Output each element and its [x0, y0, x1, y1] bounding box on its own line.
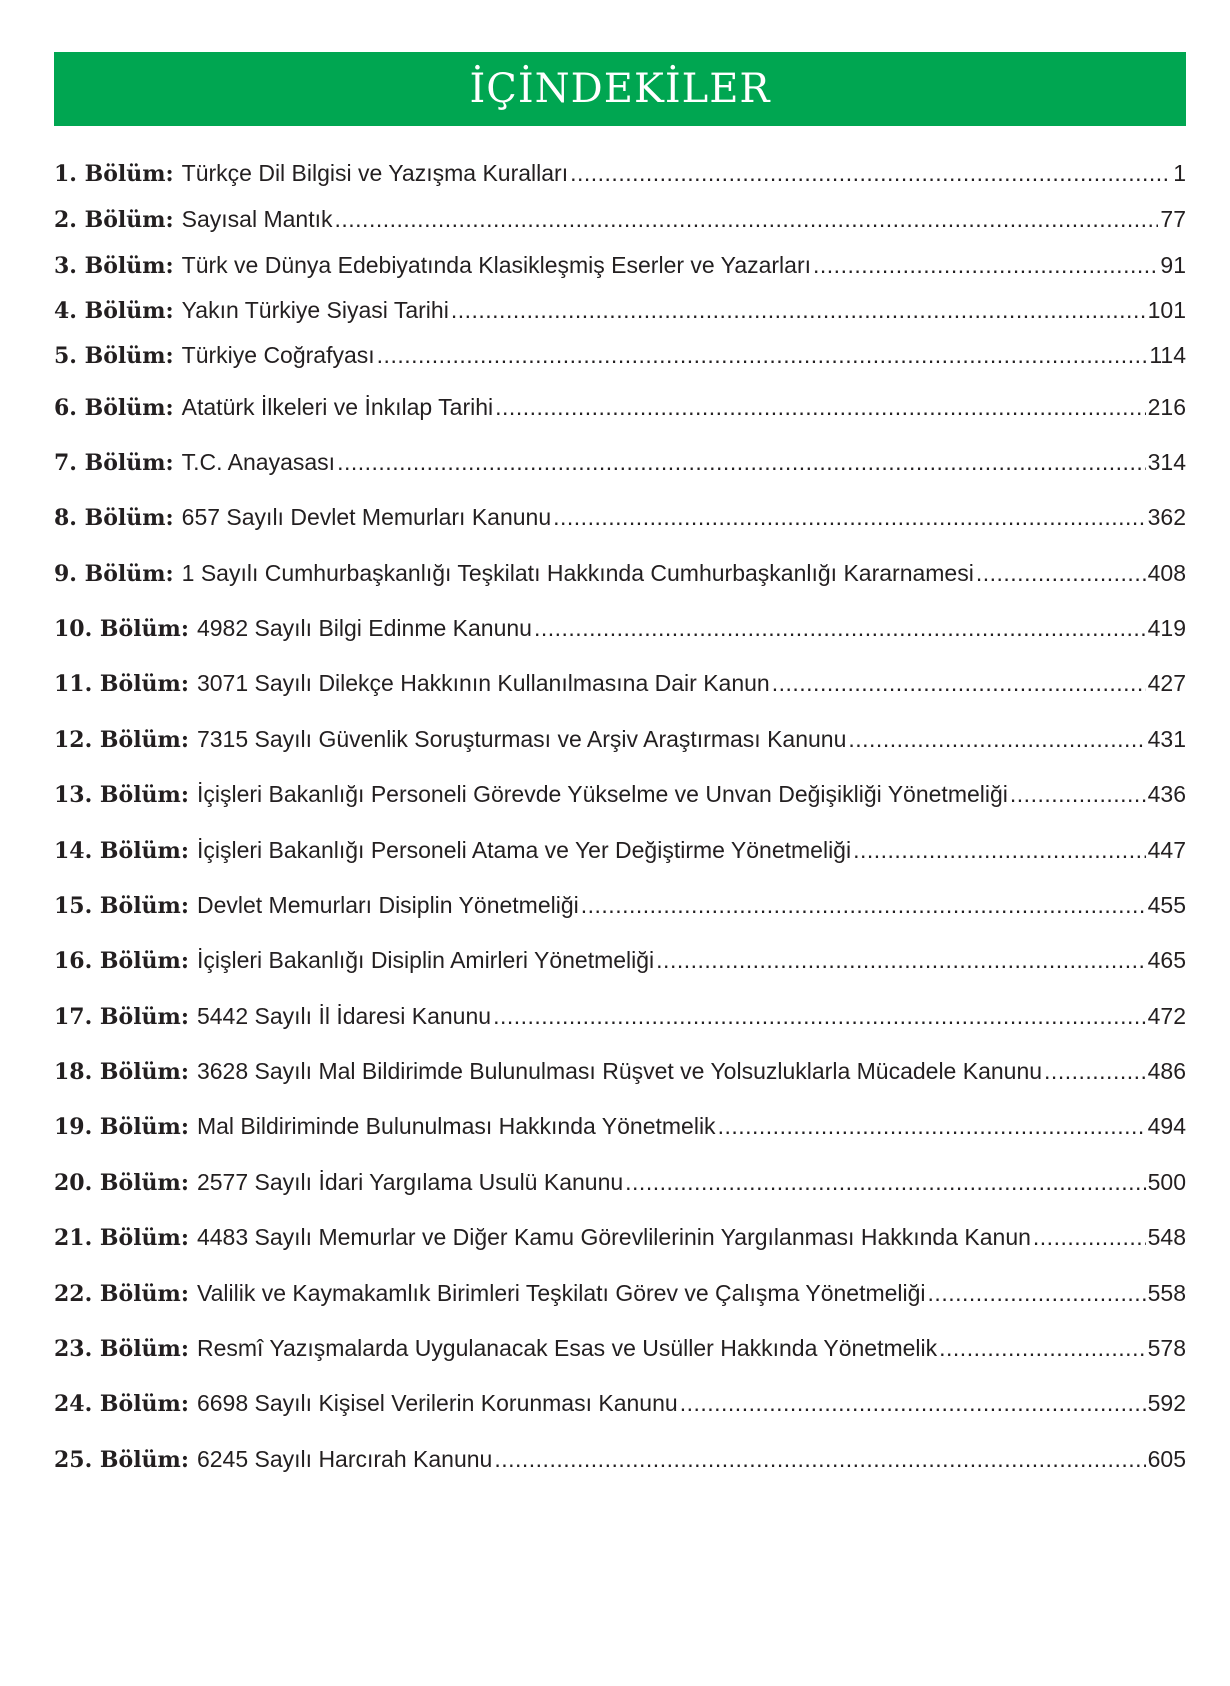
toc-entry[interactable] — [54, 1169, 1186, 1203]
toc-page-number: 408 — [1147, 560, 1186, 586]
toc-page-number: 419 — [1147, 615, 1186, 641]
toc-entry[interactable] — [54, 615, 1186, 649]
toc-chapter-label: 24. Bölüm: — [54, 1391, 189, 1417]
toc-chapter-title: Mal Bildiriminde Bulunulması Hakkında Yönetmelik — [196, 1113, 716, 1139]
toc-dot-leader — [928, 1280, 1146, 1307]
toc-dot-leader — [581, 892, 1146, 919]
toc-chapter-label: 20. Bölüm: — [54, 1170, 189, 1196]
toc-dot-leader — [337, 449, 1146, 476]
toc-entry[interactable] — [54, 726, 1186, 760]
toc-entry[interactable] — [54, 297, 1186, 331]
toc-page-number: 447 — [1147, 837, 1186, 863]
toc-dot-leader — [813, 252, 1158, 279]
toc-dot-leader — [939, 1335, 1145, 1362]
toc-chapter-label: 25. Bölüm: — [54, 1447, 189, 1473]
toc-chapter-title: Valilik ve Kaymakamlık Birimleri Teşkilatı Görev ve Çalışma Yönetmeliği — [196, 1280, 926, 1306]
toc-page-number: 216 — [1147, 394, 1186, 420]
page-title: İÇİNDEKİLER — [469, 66, 771, 112]
toc-chapter-label: 18. Bölüm: — [54, 1059, 189, 1085]
toc-page-number: 91 — [1160, 252, 1186, 278]
toc-chapter-label: 23. Bölüm: — [54, 1336, 189, 1362]
toc-entry[interactable] — [54, 560, 1186, 594]
toc-page-number: 314 — [1147, 449, 1186, 475]
toc-page-number: 114 — [1149, 342, 1186, 368]
toc-dot-leader — [848, 726, 1145, 753]
toc-page-number: 427 — [1147, 670, 1186, 696]
toc-chapter-label: 8. Bölüm: — [54, 505, 174, 531]
toc-entry[interactable] — [54, 160, 1186, 194]
toc-chapter-title: 657 Sayılı Devlet Memurları Kanunu — [181, 504, 552, 530]
toc-page-number: 472 — [1147, 1003, 1186, 1029]
toc-dot-leader — [493, 1003, 1146, 1030]
toc-page-number: 592 — [1147, 1390, 1186, 1416]
toc-page-number: 436 — [1147, 781, 1186, 807]
toc-dot-leader — [495, 394, 1145, 421]
toc-entry[interactable] — [54, 1003, 1186, 1037]
toc-entry[interactable] — [54, 1335, 1186, 1369]
toc-chapter-title: Türkçe Dil Bilgisi ve Yazışma Kuralları — [181, 160, 569, 186]
toc-chapter-label: 10. Bölüm: — [54, 616, 189, 642]
toc-chapter-title: 7315 Sayılı Güvenlik Soruşturması ve Arşiv Araştırması Kanunu — [196, 726, 847, 752]
toc-chapter-label: 2. Bölüm: — [54, 207, 174, 233]
toc-chapter-label: 1. Bölüm: — [54, 161, 174, 187]
toc-entry[interactable] — [54, 206, 1186, 240]
toc-page-number: 578 — [1147, 1335, 1186, 1361]
toc-dot-leader — [853, 837, 1146, 864]
toc-dot-leader — [553, 504, 1146, 531]
toc-chapter-label: 15. Bölüm: — [54, 893, 189, 919]
toc-chapter-title: 3071 Sayılı Dilekçe Hakkının Kullanılmasına Dair Kanun — [196, 670, 770, 696]
header-bar — [54, 52, 1186, 126]
toc-chapter-title: Türkiye Coğrafyası — [181, 342, 375, 368]
toc-dot-leader — [656, 947, 1145, 974]
toc-chapter-title: İçişleri Bakanlığı Disiplin Amirleri Yönetmeliği — [196, 947, 655, 973]
toc-dot-leader — [1010, 781, 1146, 808]
toc-page-number: 101 — [1147, 297, 1186, 323]
toc-chapter-label: 21. Bölüm: — [54, 1225, 189, 1251]
toc-entry[interactable] — [54, 670, 1186, 704]
toc-page-number: 548 — [1147, 1224, 1186, 1250]
toc-chapter-label: 6. Bölüm: — [54, 395, 174, 421]
toc-entry[interactable] — [54, 1058, 1186, 1092]
toc-chapter-label: 22. Bölüm: — [54, 1281, 189, 1307]
toc-entry[interactable] — [54, 892, 1186, 926]
toc-chapter-title: Resmî Yazışmalarda Uygulanacak Esas ve Usüller Hakkında Yönetmelik — [196, 1335, 938, 1361]
toc-chapter-title: 6698 Sayılı Kişisel Verilerin Korunması Kanunu — [196, 1390, 678, 1416]
toc-dot-leader — [625, 1169, 1145, 1196]
toc-dot-leader — [718, 1113, 1146, 1140]
toc-entry[interactable] — [54, 394, 1186, 428]
toc-chapter-label: 4. Bölüm: — [54, 298, 174, 324]
toc-chapter-title: İçişleri Bakanlığı Personeli Görevde Yükselme ve Unvan Değişikliği Yönetmeliği — [196, 781, 1008, 807]
toc-chapter-title: 3628 Sayılı Mal Bildirimde Bulunulması Rüşvet ve Yolsuzluklarla Mücadele Kanunu — [196, 1058, 1043, 1084]
toc-chapter-label: 14. Bölüm: — [54, 838, 189, 864]
toc-page-number: 605 — [1147, 1446, 1186, 1472]
toc-entry[interactable] — [54, 1446, 1186, 1480]
toc-chapter-title: 4483 Sayılı Memurlar ve Diğer Kamu Görevlilerinin Yargılanması Hakkında Kanun — [196, 1224, 1031, 1250]
toc-chapter-label: 7. Bölüm: — [54, 450, 174, 476]
toc-dot-leader — [570, 160, 1171, 187]
toc-chapter-title: 5442 Sayılı İl İdaresi Kanunu — [196, 1003, 492, 1029]
toc-page-number: 465 — [1147, 947, 1186, 973]
toc-entry[interactable] — [54, 781, 1186, 815]
toc-dot-leader — [772, 670, 1146, 697]
toc-chapter-label: 9. Bölüm: — [54, 561, 174, 587]
toc-page-number: 362 — [1147, 504, 1186, 530]
toc-entry[interactable] — [54, 504, 1186, 538]
toc-page-number: 486 — [1147, 1058, 1186, 1084]
toc-chapter-title: 2577 Sayılı İdari Yargılama Usulü Kanunu — [196, 1169, 624, 1195]
toc-chapter-title: Türk ve Dünya Edebiyatında Klasikleşmiş Eserler ve Yazarları — [181, 252, 812, 278]
toc-chapter-label: 12. Bölüm: — [54, 727, 189, 753]
toc-chapter-title: 1 Sayılı Cumhurbaşkanlığı Teşkilatı Hakkında Cumhurbaşkanlığı Kararnamesi — [181, 560, 974, 586]
toc-dot-leader — [335, 206, 1159, 233]
toc-chapter-title: Yakın Türkiye Siyasi Tarihi — [181, 297, 449, 323]
toc-dot-leader — [1044, 1058, 1146, 1085]
toc-chapter-title: Atatürk İlkeleri ve İnkılap Tarihi — [181, 394, 494, 420]
toc-dot-leader — [1033, 1224, 1146, 1251]
toc-entry[interactable] — [54, 342, 1186, 376]
toc-entry[interactable] — [54, 837, 1186, 871]
toc-chapter-title: Devlet Memurları Disiplin Yönetmeliği — [196, 892, 579, 918]
toc-page-number: 1 — [1173, 160, 1186, 186]
toc-entry[interactable] — [54, 1280, 1186, 1314]
toc-page-number: 558 — [1147, 1280, 1186, 1306]
toc-entry[interactable] — [54, 1113, 1186, 1147]
toc-page-number: 494 — [1147, 1113, 1186, 1139]
toc-chapter-label: 5. Bölüm: — [54, 343, 174, 369]
toc-dot-leader — [976, 560, 1146, 587]
toc-page-number: 77 — [1160, 206, 1186, 232]
toc-page-number: 455 — [1147, 892, 1186, 918]
toc-dot-leader — [534, 615, 1146, 642]
toc-dot-leader — [680, 1390, 1146, 1417]
toc-chapter-title: 4982 Sayılı Bilgi Edinme Kanunu — [196, 615, 532, 641]
toc-chapter-label: 19. Bölüm: — [54, 1114, 189, 1140]
toc-dot-leader — [494, 1446, 1145, 1473]
toc-chapter-label: 16. Bölüm: — [54, 948, 189, 974]
toc-dot-leader — [377, 342, 1148, 369]
toc-entry[interactable] — [54, 449, 1186, 483]
toc-dot-leader — [451, 297, 1146, 324]
toc-entry[interactable] — [54, 1224, 1186, 1258]
toc-entry[interactable] — [54, 1390, 1186, 1424]
toc-chapter-title: 6245 Sayılı Harcırah Kanunu — [196, 1446, 493, 1472]
toc-chapter-label: 11. Bölüm: — [54, 671, 189, 697]
toc-chapter-label: 17. Bölüm: — [54, 1004, 189, 1030]
toc-chapter-title: İçişleri Bakanlığı Personeli Atama ve Yer Değiştirme Yönetmeliği — [196, 837, 852, 863]
toc-entry[interactable] — [54, 947, 1186, 981]
toc-page-number: 431 — [1147, 726, 1186, 752]
toc-chapter-title: Sayısal Mantık — [181, 206, 333, 232]
toc-entry[interactable] — [54, 252, 1186, 286]
toc-chapter-title: T.C. Anayasası — [181, 449, 336, 475]
toc-chapter-label: 13. Bölüm: — [54, 782, 189, 808]
toc-page-number: 500 — [1147, 1169, 1186, 1195]
toc-chapter-label: 3. Bölüm: — [54, 253, 174, 279]
